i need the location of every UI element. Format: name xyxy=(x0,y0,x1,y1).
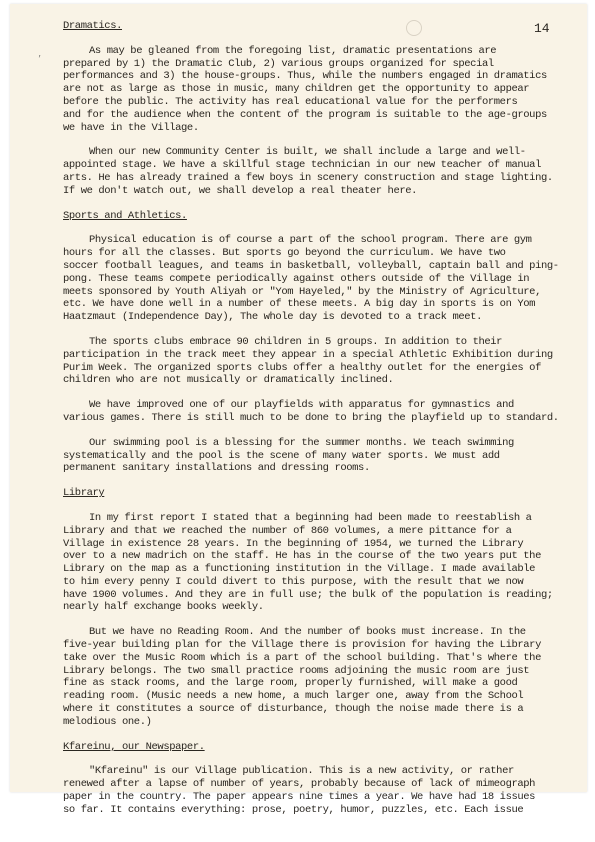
text-line: performances and 3) the house-groups. Thus, while the numbers engaged in dramatics xyxy=(63,70,547,83)
text-line xyxy=(63,45,563,58)
text-line-content: When our new Community Center is built, we shall include a large and well- xyxy=(89,146,526,159)
text-line-content: But we have no Reading Room. And the number of books must increase. In the xyxy=(89,626,526,639)
text-line: reading room. (Music needs a new home, a much larger one, away from the School xyxy=(63,690,524,703)
text-line: renewed after a lapse of number of years, probably because of lack of mimeograph xyxy=(63,778,536,791)
text-line-content: Physical education is of course a part of the school program. There are gym xyxy=(89,234,532,247)
spacer xyxy=(63,387,563,399)
text-line: have 1900 volumes. And they are in full use; the bulk of the population is reading; xyxy=(63,588,553,601)
text-line: Library on the map as a functioning institution in the Village. I made available xyxy=(63,563,536,576)
text-line-content: We have improved one of our playfields with apparatus for gymnastics and xyxy=(89,399,514,412)
text-line: arts. He has already trained a few boys in scenery construction and stage lighting. xyxy=(63,171,553,184)
text-line xyxy=(63,437,563,450)
spacer xyxy=(63,475,563,487)
spacer xyxy=(63,324,563,336)
text-line: pong. These teams compete periodically against others outside of the Village in xyxy=(63,272,530,285)
text-line: permanent sanitary installations and dressing rooms. xyxy=(63,462,370,475)
document-page xyxy=(10,4,587,816)
page-number: 14 xyxy=(534,21,550,36)
text-line: take over the Music Room which is a part of the school building. That's where the xyxy=(63,651,541,664)
text-line: Library belongs. The two small practice rooms adjoining the music room are just xyxy=(63,664,530,677)
document-body xyxy=(63,20,563,817)
text-line xyxy=(63,626,563,639)
spacer xyxy=(63,425,563,437)
text-line: systematically and the pool is the scene of many water sports. We must add xyxy=(63,449,500,462)
text-line xyxy=(63,336,563,349)
text-line: are not as large as those in music, many children get the opportunity to appear xyxy=(63,83,530,96)
spacer xyxy=(63,753,563,765)
text-line: and for the audience when the content of the program is suitable to the age-groups xyxy=(63,108,547,121)
text-line: participation in the track meet they appear in a special Athletic Exhibition during xyxy=(63,348,553,361)
section-heading: Dramatics. xyxy=(63,20,123,32)
text-line: Haatzmaut (Independence Day), The whole day is devoted to a track meet. xyxy=(63,311,482,324)
margin-mark: , xyxy=(38,51,43,59)
text-line-content: The sports clubs embrace 90 children in 5 groups. In addition to their xyxy=(89,335,503,348)
text-line: to him every penny I could divert to this purpose, with the result that we now xyxy=(63,575,524,588)
text-line: Village in existence 28 years. In the beginning of 1954, we turned the Library xyxy=(63,537,524,550)
text-line: hours for all the classes. But sports go beyond the curriculum. We have two xyxy=(63,247,506,260)
text-line: so far. It contains everything: prose, poetry, humor, puzzles, etc. Each issue xyxy=(63,803,524,816)
text-line-content: "Kfareinu" is our Village publication. This is a new activity, or rather xyxy=(89,765,514,778)
text-line: over to a new madrich on the staff. He has in the course of the two years put the xyxy=(63,550,541,563)
spacer xyxy=(63,222,563,234)
text-line: appointed stage. We have a skillful stage technician in our new teacher of manual xyxy=(63,159,541,172)
text-line xyxy=(63,234,563,247)
text-line: before the public. The activity has real educational value for the performers xyxy=(63,95,518,108)
spacer xyxy=(63,500,563,512)
text-line: etc. We have done well in a number of these meets. A big day in sports is on Yom xyxy=(63,298,536,311)
text-line: nearly half exchange books weekly. xyxy=(63,601,264,614)
spacer xyxy=(63,729,563,741)
spacer xyxy=(63,614,563,626)
section-heading: Library xyxy=(63,487,105,500)
section-heading: Sports and Athletics. xyxy=(63,209,187,222)
spacer xyxy=(63,33,563,45)
text-line: melodious one.) xyxy=(63,715,152,728)
text-line-content: In my first report I stated that a beginning had been made to reestablish a xyxy=(89,511,532,524)
text-line-content: Our swimming pool is a blessing for the summer months. We teach swimming xyxy=(89,436,514,449)
text-line: children who are not musically or dramatically inclined. xyxy=(63,374,394,387)
spacer xyxy=(63,198,563,210)
text-line: soccer football leagues, and teams in basketball, volleyball, captain ball and ping- xyxy=(63,259,559,272)
text-line xyxy=(63,512,563,525)
text-line: five-year building plan for the Village there is provision for having the Library xyxy=(63,639,541,652)
text-line: where it constitutes a source of disturbance, though the noise made there is a xyxy=(63,703,524,716)
spacer xyxy=(63,134,563,146)
text-line: various games. There is still much to be done to bring the playfield up to standard. xyxy=(63,411,559,424)
text-line xyxy=(63,399,563,412)
text-line-content: As may be gleaned from the foregoing list, dramatic presentations are xyxy=(89,44,497,57)
text-line: fine as stack rooms, and the large room, properly furnished, will make a good xyxy=(63,677,518,690)
text-line: Library and that we reached the number of 860 volumes, a mere pittance for a xyxy=(63,524,512,537)
text-line: prepared by 1) the Dramatic Club, 2) various groups organized for special xyxy=(63,57,494,70)
text-line: If we don't watch out, we shall develop a real theater here. xyxy=(63,184,418,197)
text-line xyxy=(63,146,563,159)
text-line: we have in the Village. xyxy=(63,121,199,134)
text-line xyxy=(63,765,563,778)
text-line: meets sponsored by Youth Aliyah or "Yom Hayeled," by the Ministry of Agriculture, xyxy=(63,285,541,298)
text-line: Purim Week. The organized sports clubs offer a healthy outlet for the energies of xyxy=(63,361,541,374)
text-line: paper in the country. The paper appears nine times a year. We have had 18 issues xyxy=(63,791,536,804)
section-heading: Kfareinu, our Newspaper. xyxy=(63,740,205,753)
